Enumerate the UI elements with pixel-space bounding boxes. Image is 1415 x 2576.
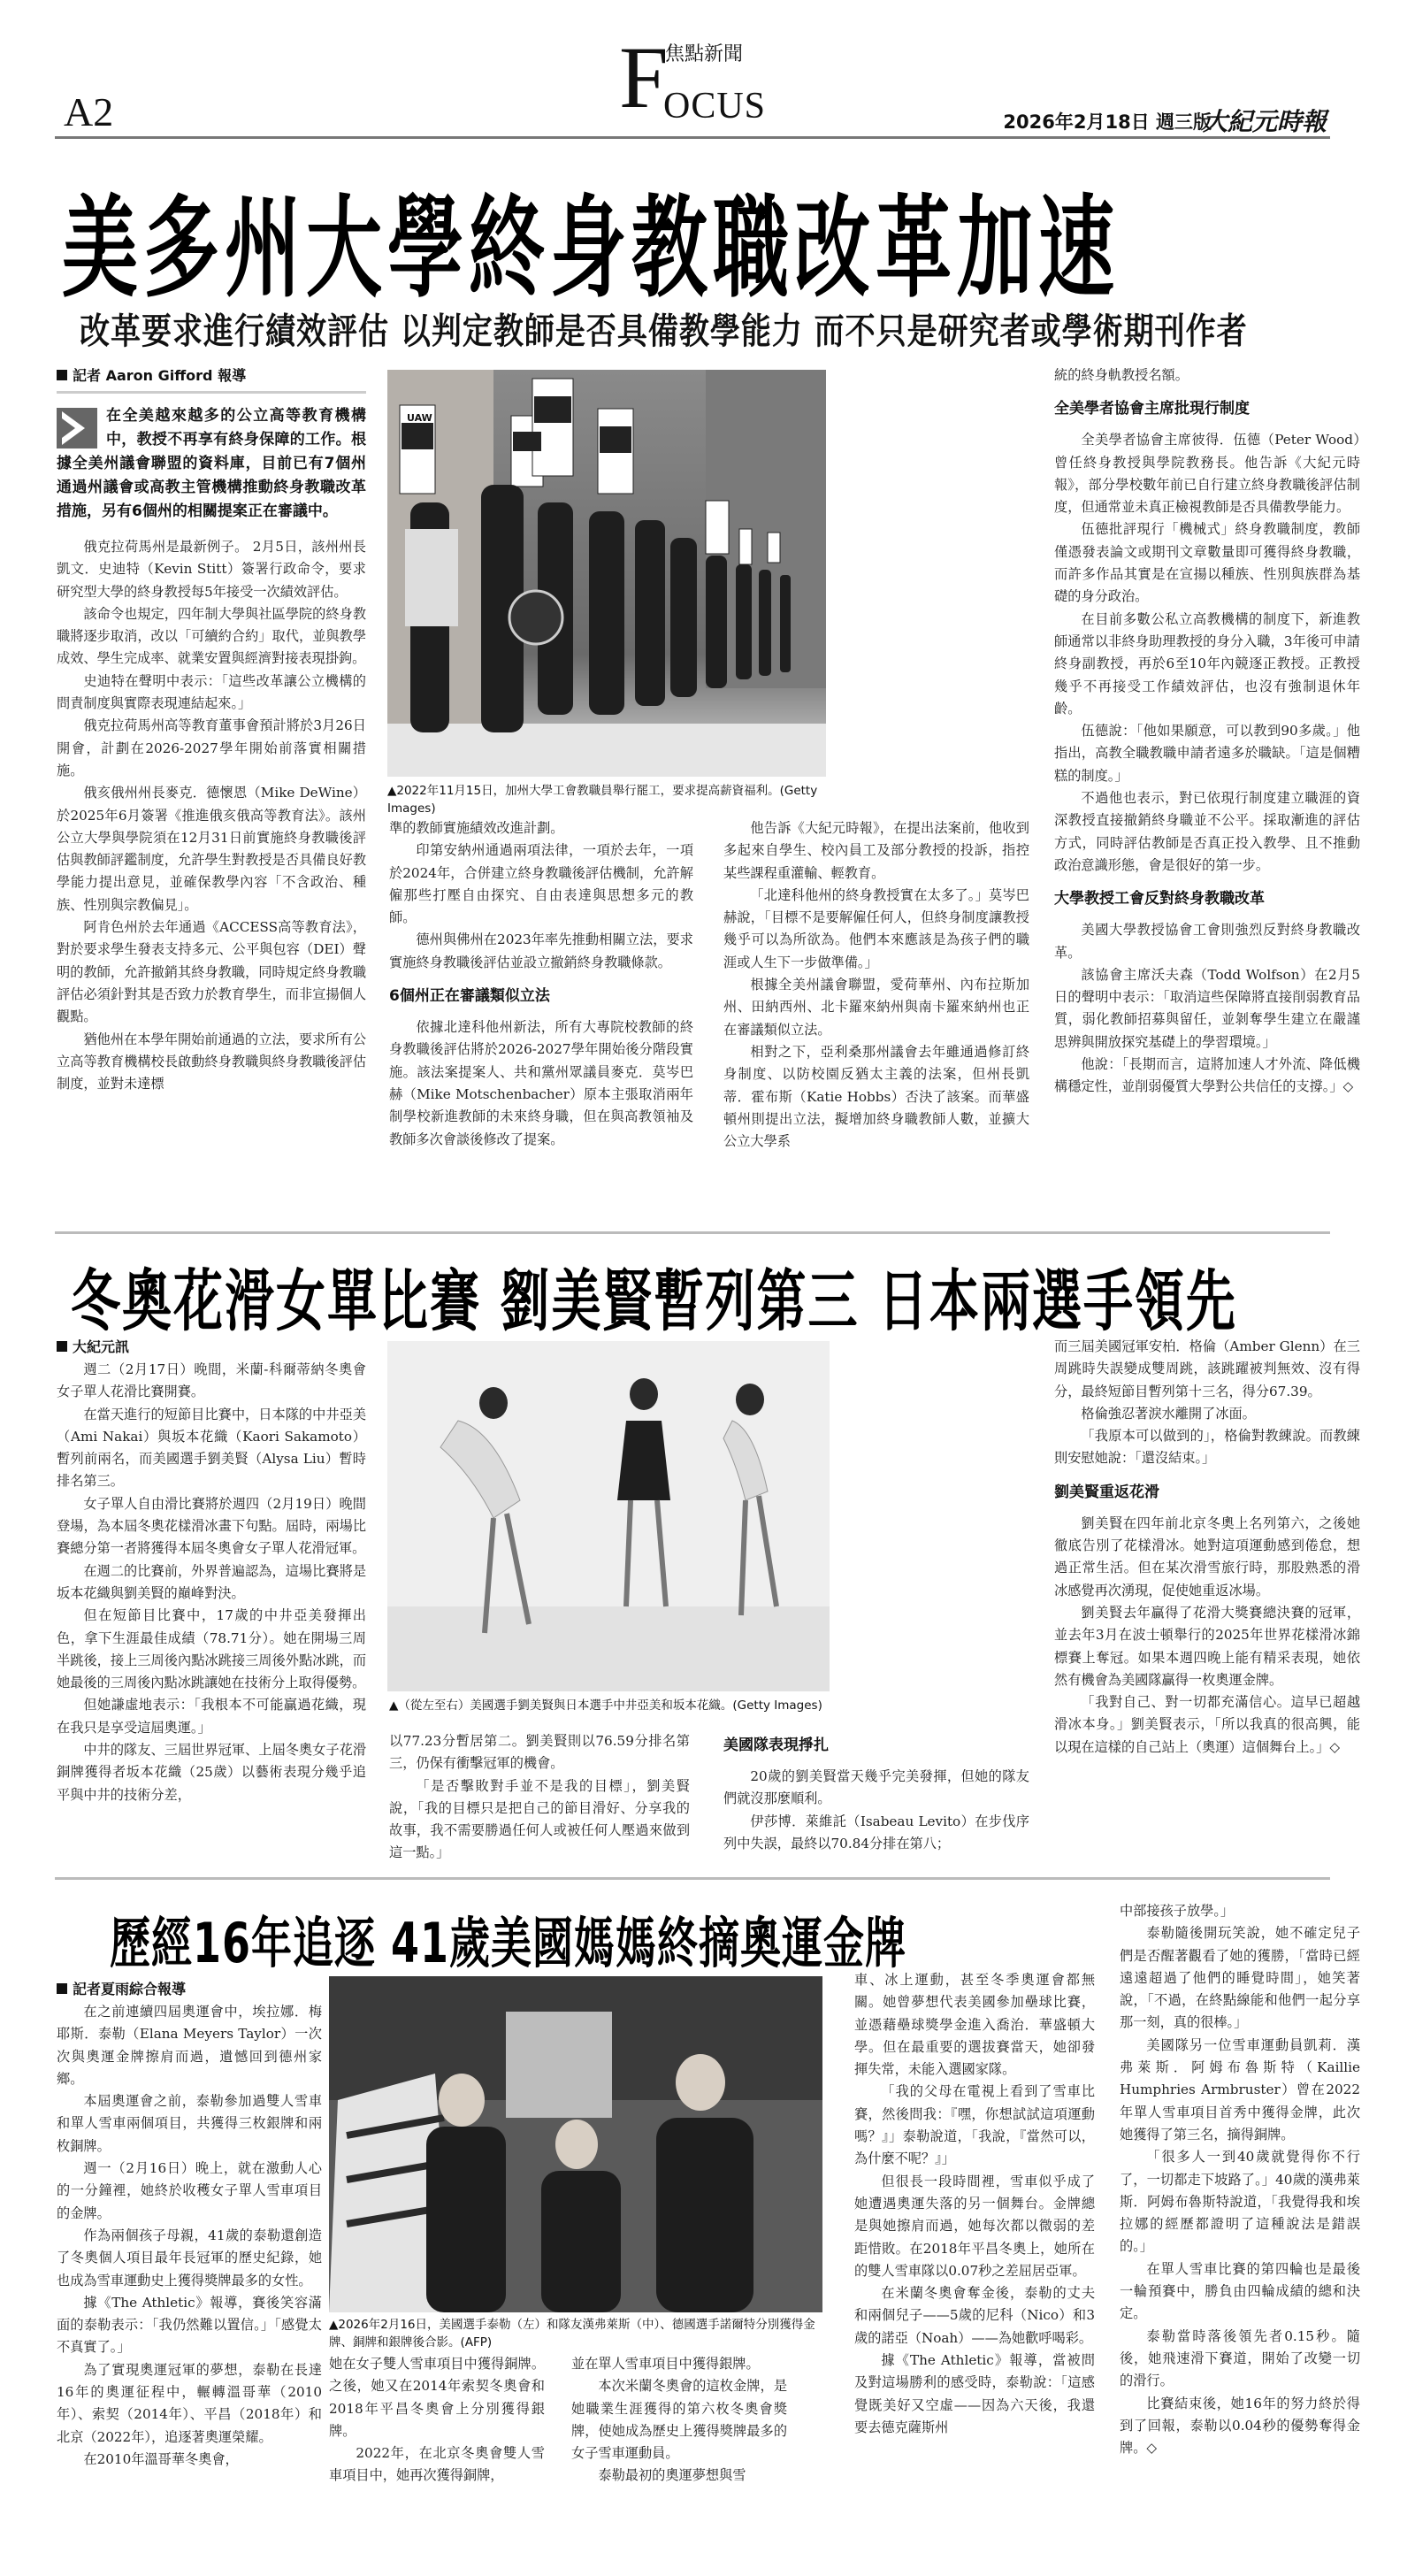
paragraph: 比賽結束後，她16年的努力終於得到了回報，泰勒以0.04秒的優勢奪得金牌。◇: [1120, 2395, 1360, 2457]
square-bullet-icon: [57, 370, 67, 380]
svg-text:UAW: UAW: [407, 412, 432, 424]
article3-column-3: [571, 2353, 787, 2488]
paragraph: 在2010年溫哥華冬奧會，: [83, 2450, 239, 2467]
paragraph: 本次米蘭冬奧會的這枚金牌，是她職業生涯獲得的第六枚冬奧會獎牌，使她成為歷史上獲得獎牌最多的女子雪車運動員。: [571, 2378, 787, 2462]
paragraph: 在米蘭冬奧會奪金後，泰勒的丈夫和兩個兒子——5歲的尼科（Nico）和3歲的諾亞（Noah）——為她歡呼喝彩。: [854, 2285, 1095, 2346]
paragraph: 中井的隊友、三屆世界冠軍、上屆冬奧女子花滑銅牌獲得者坂本花織（25歲）以藝術表現分幾乎追平與中井的技術分差，: [57, 1742, 366, 1803]
paragraph: 相對之下，亞利桑那州議會去年雖通過修訂終身制度、以防校園反猶太主義的法案，但州長凱蒂．霍布斯（Katie Hobbs）否決了該案。而華盛頓州則提出立法，擬增加終身職教師人數，並擴大公立大學系: [723, 1043, 1029, 1150]
article3-column-2: [329, 2353, 545, 2488]
section-logo: [619, 28, 796, 131]
paragraph: 不過他也表示，對已依現行制度建立職涯的資深教授直接撤銷終身職並不公平。採取漸進的評估方式，同時評估教師是否真正投入教學、且不推動政治意識形態，會是很好的第一步。: [1054, 790, 1360, 873]
paragraph: 格倫強忍著淚水離開了冰面。: [1081, 1405, 1256, 1422]
bobsled-photo: [329, 1976, 822, 2312]
section-name-cn: 焦點新聞: [665, 43, 744, 65]
bobsled-photo-caption: ▲2026年2月16日，美國選手泰勒（左）和隊友漢弗萊斯（中）、德國選手諾爾特分別獲得金牌、銅牌和銀牌後合影。(AFP): [329, 2318, 815, 2350]
paragraph: 劉美賢在四年前北京冬奧上名列第六，之後她徹底告別了花樣滑冰。她對這項運動感到倦怠，想過正常生活。但在某次滑雪旅行時，那股熟悉的滑冰感覺再次湧現，促使她重返冰場。: [1054, 1514, 1360, 1598]
paragraph: 準的教師實施績效改進計劃。: [389, 820, 564, 836]
paragraph: 但在短節目比賽中，17歲的中井亞美發揮出色，拿下生涯最佳成績（78.71分）。她在開場三周半跳後，接上三周後內點冰跳接三周後外點冰跳，而她最後的三周後內點冰跳讓她在技術分上取得優勢。: [57, 1607, 366, 1691]
section-logo-initial: F: [619, 28, 669, 126]
strike-photo-caption: ▲2022年11月15日，加州大學工會教職員舉行罷工，要求提高薪資福利。(Getty Images): [387, 784, 818, 816]
paragraph: 他告訴《大紀元時報》，在提出法案前，他收到多起來自學生、校內員工及部分教授的投訴，指控某些課程重灌輸、輕教育。: [723, 820, 1029, 881]
paragraph: 「是否擊敗對手並不是我的目標」，劉美賢說，「我的目標只是把自己的節目滑好、分享我的故事，我不需要勝過任何人或被任何人壓過來做到這一點。」: [389, 1777, 690, 1861]
paragraph: 根據全美州議會聯盟，愛荷華州、內布拉斯加州、田納西州、北卡羅來納州與南卡羅來納州也正在審議類似立法。: [723, 977, 1029, 1038]
article3-byline: 記者夏雨綜合報導: [57, 1978, 322, 2001]
paragraph: 據《The Athletic》報導，當被問及對這場勝利的感受時，泰勒說：「這感覺既美好又空虛——因為六天後，我還要去德克薩斯州: [854, 2352, 1095, 2435]
paragraph: 「北達科他州的終身教授實在太多了。」莫岑巴赫說，「目標不是要解僱任何人，但終身制度讓教授幾乎可以為所欲為。他們本來應該是為孩子們的職涯或人生下一步做準備。」: [723, 886, 1029, 970]
article2-column-1: [57, 1336, 366, 1806]
section-divider: [55, 1231, 1330, 1234]
paragraph: 在單人雪車比賽的第四輪也是最後一輪預賽中，勝負由四輪成績的總和決定。: [1120, 2260, 1360, 2322]
paragraph: 在週二的比賽前，外界普遍認為，這場比賽將是坂本花織與劉美賢的巔峰對決。: [57, 1562, 366, 1601]
paragraph: 2022年，在北京冬奧會雙人雪車項目中，她再次獲得銅牌，: [329, 2445, 545, 2484]
paragraph: 猶他州在本學年開始前通過的立法，要求所有公立高等教育機構校長啟動終身教職與終身教職後評估制度，並對未達標: [57, 1031, 366, 1092]
paragraph: 而三屆美國冠軍安柏．格倫（Amber Glenn）在三周跳時失誤變成雙周跳，該跳躍被判無效、沒有得分，最終短節目暫列第十三名，得分67.39。: [1054, 1338, 1360, 1399]
paragraph: 劉美賢去年贏得了花滑大獎賽總決賽的冠軍，並去年3月在波士頓舉行的2025年世界花樣滑冰錦標賽上奪冠。如果本週四晚上能有精采表現，她依然有機會為美國隊贏得一枚奧運金牌。: [1054, 1604, 1360, 1688]
paragraph: 為了實現奧運冠軍的夢想，泰勒在長達16年的奧運征程中，輾轉溫哥華（2010年）、索契（2014年）、平昌（2018年）和北京（2022年），追逐著奧運榮耀。: [57, 2361, 322, 2445]
article2-byline: 大紀元訊: [57, 1336, 366, 1359]
paragraph: 在當天進行的短節目比賽中，日本隊的中井亞美（Ami Nakai）與坂本花織（Kaori Sakamoto）暫列前兩名，而美國選手劉美賢（Alysa Liu）暫時排名第三。: [57, 1406, 366, 1490]
paragraph: 在目前多數公私立高教機構的制度下，新進教師通常以非終身助理教授的身分入職，3年後可申請終身副教授，再於6至10年內競逐正教授。正教授幾乎不再接受工作績效評估，也沒有強制退休年齡。: [1054, 610, 1360, 717]
paragraph: 該協會主席沃夫森（Todd Wolfson）在2月5日的聲明中表示：「取消這些保障將直接削弱教育品質，弱化教師招募與留任，並剝奪學生建立在嚴謹思辨與開放探究基礎上的學習環境。」: [1054, 966, 1360, 1050]
paragraph: 中部接孩子放學。」: [1120, 1903, 1235, 1919]
paragraph: 俄克拉荷馬州是最新例子。 2月5日，該州州長凱文．史迪特（Kevin Stitt）簽署行政命令，要求研究型大學的終身教授每5年接受一次績效評估。: [57, 539, 366, 600]
chevron-right-icon: [57, 408, 97, 448]
paragraph: 伍德批評現行「機械式」終身教職制度，教師僅憑發表論文或期刊文章數量即可獲得終身教職，而許多作品其實是在宣揚以種族、性別與族群為基礎的身分政治。: [1054, 521, 1360, 605]
skaters-photo: [387, 1341, 830, 1691]
paragraph: 「我原本可以做到的」，格倫對教練說。而教練則安慰她說：「還沒結束。」: [1054, 1428, 1360, 1467]
masthead-rule: [55, 136, 1330, 139]
paragraph: 美國大學教授協會工會則強烈反對終身教職改革。: [1054, 922, 1360, 961]
article1-column-1: [57, 364, 366, 1095]
article2-headline: 冬奧花滑女單比賽 劉美賢暫列第三 日本兩選手領先: [71, 1263, 1237, 1341]
article3-column-4: [854, 1969, 1095, 2439]
paragraph: 車、冰上運動，甚至冬季奧運會都無關。她曾夢想代表美國參加壘球比賽，並憑藉壘球獎學金進入喬治．華盛頓大學。但在最重要的選拔賽當天，她卻發揮失常，未能入選國家隊。: [854, 1972, 1095, 2078]
paragraph: 泰勒隨後開玩笑說，她不確定兒子們是否醒著觀看了她的獲勝，「當時已經遠遠超過了他們的睡覺時間」，她笑著說，「不過，在終點線能和他們一起分享那一刻，真的很棒。」: [1120, 1925, 1360, 2031]
article1-lede: 在全美越來越多的公立高等教育機構中，教授不再享有終身保障的工作。根據全美州議會聯盟的資料庫，目前已有7個州通過州議會或高教主管機構推動終身教職改革措施，另有6個州的相關提案正在審議中。: [57, 407, 366, 520]
subhead-six-states: 6個州正在審議類似立法: [389, 987, 550, 1006]
article1-column-4: [1054, 364, 1360, 1099]
paragraph: 他說：「長期而言，這將加速人才外流、降低機構穩定性，並削弱優質大學對公共信任的支撐。」◇: [1054, 1056, 1360, 1095]
paragraph: 德州與佛州在2023年率先推動相關立法，要求實施終身教職後評估並設立撤銷終身教職條款。: [389, 932, 693, 970]
paragraph: 俄克拉荷馬州高等教育董事會預計將於3月26日開會，計劃在2026-2027學年開始前落實相關措施。: [57, 717, 366, 778]
paragraph: 她在女子雙人雪車項目中獲得銅牌。之後，她又在2014年索契冬奧會和2018年平昌冬奧會上分別獲得銀牌。: [329, 2356, 545, 2439]
skaters-photo-caption: ▲（從左至右）美國選手劉美賢與日本選手中井亞美和坂本花織。(Getty Images): [389, 1698, 822, 1713]
paragraph: 「很多人一到40歲就覺得你不行了，一切都走下坡路了。」40歲的漢弗萊斯．阿姆布魯斯特說道，「我覺得我和埃拉娜的經歷都證明了這種說法是錯誤的。」: [1120, 2149, 1360, 2255]
paragraph: 20歲的劉美賢當天幾乎完美發揮，但她的隊友們就沒那麼順利。: [723, 1768, 1029, 1807]
paragraph: 統的終身軌教授名額。: [1054, 367, 1189, 383]
paragraph: 「我對自己、對一切都充滿信心。這早已超越滑冰本身。」劉美賢表示，「所以我真的很高興，能以現在這樣的自己站上（奧運）這個舞台上。」◇: [1054, 1694, 1360, 1755]
paragraph: 泰勒當時落後領先者0.15秒。隨後，她飛速滑下賽道，開始了改變一切的滑行。: [1120, 2327, 1360, 2389]
paragraph: 伍德說：「他如果願意，可以教到90多歲。」他指出，高教全職教職申請者遠多於職缺。「這是個糟糕的制度。」: [1054, 723, 1360, 784]
paragraph: 但很長一段時間裡，雪車似乎成了她遭遇奧運失落的另一個舞台。金牌總是與她擦肩而過，她每次都以微弱的差距惜敗。在2018年平昌冬奧上，她所在的雙人雪車隊以0.07秒之差屈居亞軍。: [854, 2173, 1095, 2279]
paragraph: 史迪特在聲明中表示：「這些改革讓公立機構的問責制度與實際表現連結起來。」: [57, 672, 366, 712]
bobsled-photo-illustration: [329, 1976, 822, 2312]
paragraph: 在之前連續四屆奧運會中，埃拉娜．梅耶斯．泰勒（Elana Meyers Taylor）一次次與奧運金牌擦肩而過，遺憾回到德州家鄉。: [57, 2004, 322, 2087]
article3-column-1: [57, 1978, 322, 2471]
strike-photo: [387, 370, 826, 777]
paragraph: 以77.23分暫居第二。劉美賢則以76.59分排名第三，仍保有衝擊冠軍的機會。: [389, 1733, 690, 1772]
article3-column-5: [1120, 1900, 1360, 2459]
skaters-photo-illustration: [387, 1341, 830, 1691]
article2-column-2: [389, 1730, 690, 1865]
square-bullet-icon: [57, 1341, 67, 1352]
paragraph: 依據北達科他州新法，所有大專院校教師的終身教職後評估將於2026-2027學年開始後分階段實施。該法案提案人、共和黨州眾議員麥克．莫岑巴赫（Mike Motschenbacher）原本主張取消兩年制學校新進教師的未來終身職，但在與高教領袖及教師多次會談後修改了提案。: [389, 1019, 693, 1147]
article1-column-2: [389, 817, 693, 1151]
paragraph: 阿肯色州於去年通過《ACCESS高等教育法》，對於要求學生發表支持多元、公平與包容（DEI）聲明的教師，允許撤銷其終身教職，同時規定終身教職評估必須針對其是否致力於教育學生，而非宣揚個人觀點。: [57, 919, 366, 1025]
paragraph: 美國隊另一位雪車運動員凱莉．漢弗萊斯．阿姆布魯斯特（Kaillie Humphries Armbruster）曾在2022年單人雪車項目首秀中獲得金牌，此次她獲得了第三名，摘得銅牌。: [1120, 2036, 1360, 2143]
paragraph: 泰勒最初的奧運夢想與雪: [598, 2467, 746, 2484]
article2-column-4: [1054, 1336, 1360, 1759]
subhead-professor-union: 大學教授工會反對終身教職改革: [1054, 890, 1265, 908]
paragraph: 「我的父母在電視上看到了雪車比賽，然後問我：『嘿，你想試試這項運動嗎？』」泰勒說道，「我說，『當然可以，為什麼不呢？』」: [854, 2083, 1095, 2167]
paragraph: 印第安納州通過兩項法律，一項於去年，一項於2024年，合併建立終身教職後評估機制，允許解僱那些打壓自由探究、自由表達與思想多元的教師。: [389, 842, 693, 926]
section-divider: [55, 1877, 1330, 1880]
paragraph: 據《The Athletic》報導，賽後笑容滿面的泰勒表示：「我仍然難以置信。」「感覺太不真實了。」: [57, 2294, 322, 2356]
newspaper-logo: 大紀元時報: [1202, 107, 1327, 136]
article1-column-3: [723, 817, 1029, 1153]
article2-column-3: [723, 1730, 1029, 1855]
page-number: A2: [64, 89, 114, 134]
paragraph: 作為兩個孩子母親，41歲的泰勒還創造了冬奧個人項目最年長冠軍的歷史紀錄，她也成為雪車運動史上獲得獎牌最多的女性。: [57, 2227, 322, 2288]
article1-byline: 記者 Aaron Gifford 報導: [57, 364, 366, 387]
section-logo-rest: OCUS: [663, 86, 767, 126]
article3-headline: 歷經16年追逐 41歲美國媽媽終摘奧運金牌: [110, 1911, 907, 1976]
paragraph: 伊莎博．萊維託（Isabeau Levito）在步伐序列中失誤，最終以70.84分排在第八；: [723, 1813, 1029, 1852]
article1-subheadline: 改革要求進行績效評估 以判定教師是否具備教學能力 而不只是研究者或學術期刊作者: [80, 310, 1248, 353]
paragraph: 本屆奧運會之前，泰勒參加過雙人雪車和單人雪車兩個項目，共獲得三枚銀牌和兩枚銅牌。: [57, 2093, 322, 2154]
issue-date: 2026年2月18日 週三版: [1003, 111, 1212, 133]
paragraph: 週二（2月17日）晚間，米蘭-科爾蒂納冬奧會女子單人花滑比賽開賽。: [57, 1361, 366, 1400]
strike-photo-illustration: [387, 370, 826, 777]
paragraph: 但她謙虛地表示：「我根本不可能贏過花織，現在我只是享受這屆奧運。」: [57, 1697, 366, 1736]
subhead-team-struggles: 美國隊表現掙扎: [723, 1736, 829, 1754]
article1-headline: 美多州大學終身教職改革加速: [62, 185, 1120, 313]
paragraph: 俄亥俄州州長麥克．德懷恩（Mike DeWine）於2025年6月簽署《推進俄亥俄高等教育法》。該州公立大學與學院須在12月31日前實施終身教職後評估與教師評鑑制度，允許學生對教授是否具備良好教學能力提出意見，並確保教學內容「不含政治、種族、性別與宗教偏見」。: [57, 785, 366, 913]
square-bullet-icon: [57, 1983, 67, 1994]
paragraph: 該命令也規定，四年制大學與社區學院的終身教職將逐步取消，改以「可續約合約」取代，並與教學成效、學生完成率、就業安置與經濟對接表現掛鉤。: [57, 605, 366, 667]
paragraph: 並在單人雪車項目中獲得銀牌。: [571, 2356, 760, 2372]
paragraph: 週一（2月16日）晚上，就在激動人心的一分鐘裡，她終於收穫女子單人雪車項目的金牌。: [57, 2160, 322, 2221]
paragraph: 女子單人自由滑比賽將於週四（2月19日）晚間登場，為本屆冬奧花樣滑冰畫下句點。屆時，兩場比賽總分第一者將獲得本屆冬奧會女子單人花滑冠軍。: [57, 1495, 366, 1557]
byline-divider: [57, 391, 366, 394]
paragraph: 全美學者協會主席彼得．伍德（Peter Wood）曾任終身教授與學院教務長。他告訴《大紀元時報》，部分學校數年前已自行建立終身教職後評估制度，但通常並未真正檢視教師是否具備教學能力。: [1054, 432, 1360, 516]
subhead-scholars-association: 全美學者協會主席批現行制度: [1054, 400, 1250, 418]
subhead-liu-return: 劉美賢重返花滑: [1054, 1483, 1159, 1501]
